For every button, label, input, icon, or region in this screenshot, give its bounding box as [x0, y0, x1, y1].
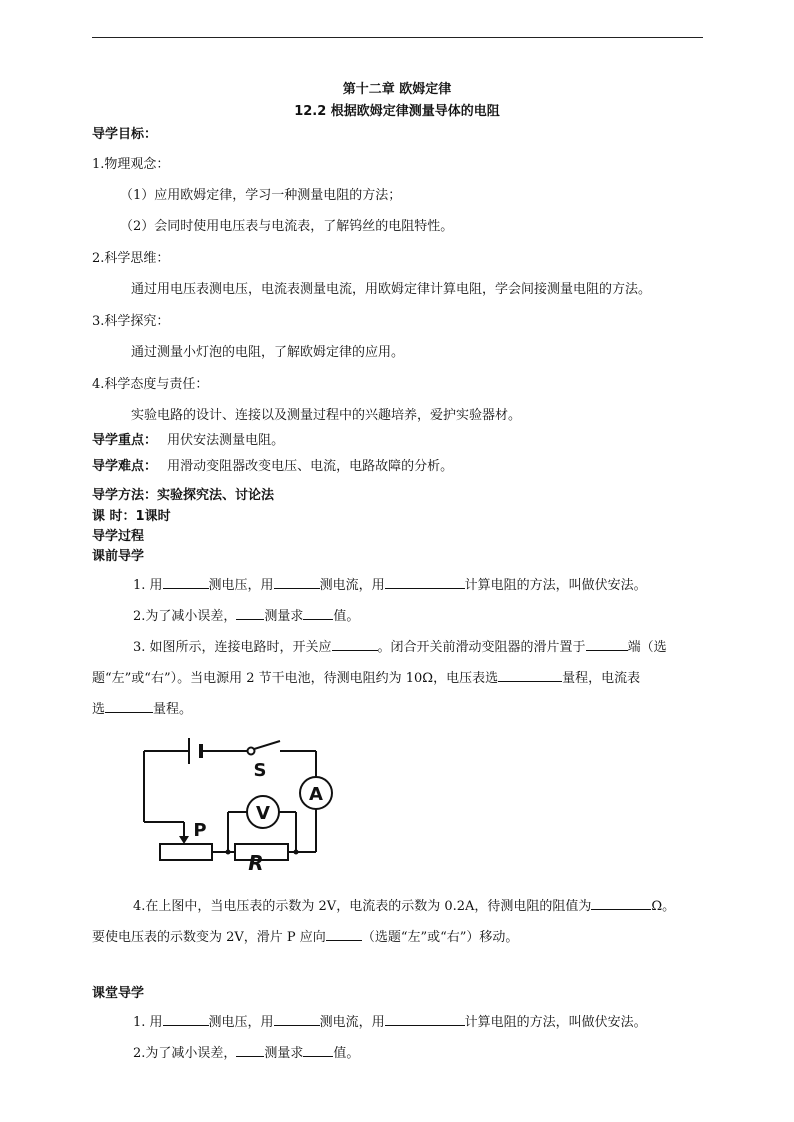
switch-label: S: [253, 760, 267, 781]
answer-blank[interactable]: [236, 1043, 264, 1057]
pre-q3-part-a: 3. 如图所示，连接电路时，开关应: [133, 640, 332, 655]
focus-text: 用伏安法测量电阻。: [167, 433, 285, 448]
period-line: 课 时：1课时: [92, 509, 171, 524]
answer-blank[interactable]: [303, 1043, 333, 1057]
ammeter-label: A: [309, 784, 323, 805]
difficulty-label: 导学难点：: [92, 459, 158, 474]
slider-arrow: [179, 836, 189, 844]
difficulty-line: [92, 458, 453, 476]
slider-label: P: [193, 820, 207, 841]
pre-q1-part-c: 测电流，用: [319, 578, 385, 593]
pre-q2-part-b: 测量求: [264, 609, 304, 624]
answer-blank[interactable]: [385, 575, 465, 589]
answer-blank[interactable]: [274, 575, 320, 589]
answer-blank[interactable]: [586, 637, 628, 651]
pre-q3-part-g: 量程。: [153, 702, 193, 717]
in-q1-part-b: 测电压，用: [208, 1015, 274, 1030]
pre-q2-part-c: 值。: [333, 609, 360, 624]
pre-q3-part-d: 题“左”或“右”）。当电源用 2 节干电池，待测电阻约为 10Ω，电压表选: [92, 671, 499, 686]
circuit-diagram: [130, 730, 370, 870]
pre-q4-line-1: [133, 896, 675, 916]
difficulty-text: 用滑动变阻器改变电压、电流，电路故障的分析。: [167, 459, 454, 474]
section-title: 12.2 根据欧姆定律测量导体的电阻: [294, 104, 500, 119]
objective-2-text: 通过用电压表测电压，电流表测量电流，用欧姆定律计算电阻，学会间接测量电阻的方法。: [131, 282, 652, 297]
pre-q3-line-3: [92, 699, 192, 719]
answer-blank[interactable]: [274, 1012, 320, 1026]
pre-q3-line-1: [133, 637, 667, 657]
pre-q4-part-a: 4.在上图中，当电压表的示数为 2V，电流表的示数为 0.2A，待测电阻的阻值为: [133, 899, 592, 914]
answer-blank[interactable]: [163, 1012, 209, 1026]
pre-q3-part-e: 量程，电流表: [562, 671, 641, 686]
pre-q3-part-b: 。闭合开关前滑动变阻器的滑片置于: [377, 640, 586, 655]
in-q2: [133, 1043, 359, 1063]
pre-q1: [133, 575, 647, 595]
voltmeter-label: V: [256, 803, 270, 824]
pre-q2-part-a: 2.为了减小误差，: [133, 609, 237, 624]
answer-blank[interactable]: [303, 606, 333, 620]
pre-q4-part-b: Ω。: [651, 899, 676, 914]
objective-3-heading: 3.科学探究：: [92, 314, 170, 329]
pre-q4-part-d: （选题“左”或“右”）移动。: [361, 930, 519, 945]
objective-3-text: 通过测量小灯泡的电阻，了解欧姆定律的应用。: [131, 345, 405, 360]
objective-1-sub-2: （2）会同时使用电压表与电流表，了解钨丝的电阻特性。: [120, 219, 454, 234]
answer-blank[interactable]: [385, 1012, 465, 1026]
process-heading: 导学过程: [92, 529, 145, 544]
answer-blank[interactable]: [105, 699, 153, 713]
pre-q1-part-a: 1. 用: [133, 578, 163, 593]
objective-4-heading: 4.科学态度与责任：: [92, 377, 209, 392]
in-class-heading: 课堂导学: [92, 986, 145, 1001]
pre-class-heading: 课前导学: [92, 549, 145, 564]
pre-q4-part-c: 要使电压表的示数变为 2V，滑片 P 应向: [92, 930, 326, 945]
in-q1-part-d: 计算电阻的方法，叫做伏安法。: [464, 1015, 647, 1030]
answer-blank[interactable]: [332, 637, 378, 651]
answer-blank[interactable]: [326, 927, 362, 941]
pre-q2: [133, 606, 359, 626]
junction-dot: [294, 850, 299, 855]
pre-q1-part-d: 计算电阻的方法，叫做伏安法。: [464, 578, 647, 593]
in-q1-part-c: 测电流，用: [319, 1015, 385, 1030]
answer-blank[interactable]: [498, 668, 562, 682]
switch-contact: [248, 748, 255, 755]
pre-q3-part-f: 选: [92, 702, 106, 717]
focus-label: 导学重点：: [92, 433, 158, 448]
pre-q3-line-2: [92, 668, 640, 688]
chapter-title: 第十二章 欧姆定律: [342, 82, 452, 97]
objective-1-heading: 1.物理观念：: [92, 157, 170, 172]
in-q2-part-a: 2.为了减小误差，: [133, 1046, 237, 1061]
in-q1-part-a: 1. 用: [133, 1015, 163, 1030]
answer-blank[interactable]: [163, 575, 209, 589]
objective-1-sub-1: （1）应用欧姆定律，学习一种测量电阻的方法；: [120, 188, 402, 203]
method-line: 导学方法：实验探究法、讨论法: [92, 488, 275, 503]
in-q2-part-b: 测量求: [264, 1046, 304, 1061]
rheostat-symbol: [160, 844, 212, 860]
pre-q4-line-2: [92, 927, 518, 947]
objectives-heading: 导学目标：: [92, 127, 158, 142]
objective-4-text: 实验电路的设计、连接以及测量过程中的兴趣培养，爱护实验器材。: [131, 408, 522, 423]
objective-2-heading: 2.科学思维：: [92, 251, 170, 266]
in-q1: [133, 1012, 647, 1032]
header-rule: [92, 37, 703, 38]
in-q2-part-c: 值。: [333, 1046, 360, 1061]
focus-line: [92, 432, 284, 450]
resistor-label: R: [248, 851, 264, 870]
answer-blank[interactable]: [236, 606, 264, 620]
pre-q3-part-c: 端（选: [627, 640, 667, 655]
pre-q1-part-b: 测电压，用: [208, 578, 274, 593]
junction-dot: [226, 850, 231, 855]
answer-blank[interactable]: [591, 896, 651, 910]
switch-lever: [254, 741, 280, 749]
